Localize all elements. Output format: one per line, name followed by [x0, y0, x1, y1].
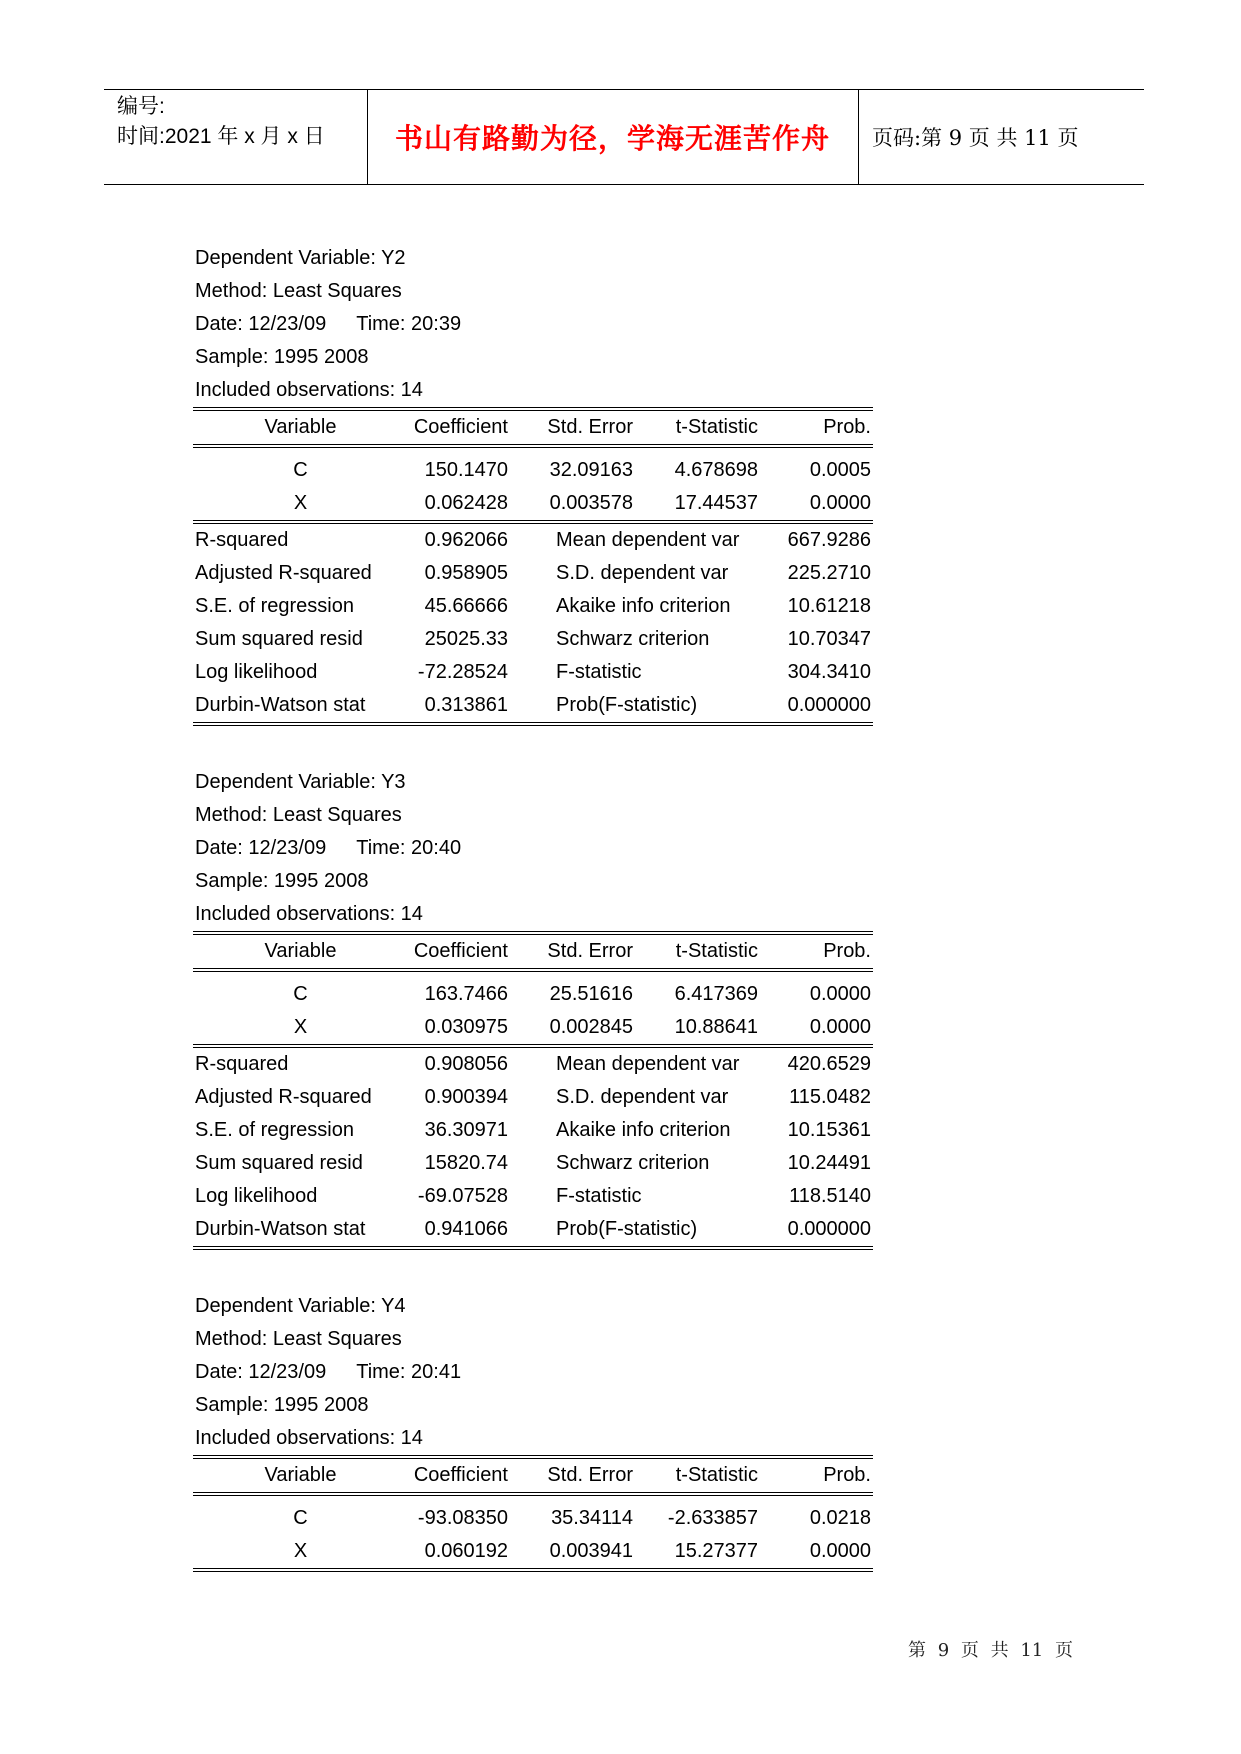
- date: Date: 12/23/09: [195, 837, 327, 859]
- table-row: [193, 1535, 873, 1568]
- table-rule: [193, 722, 873, 726]
- table-row: [193, 487, 873, 520]
- cell: 0.060192: [424, 1540, 508, 1562]
- column-header: Prob.: [823, 416, 871, 438]
- cell: 0.002845: [549, 1016, 633, 1038]
- stat-value: 0.941066: [424, 1218, 508, 1240]
- regression-output-y2: [193, 242, 873, 726]
- cell: 0.003941: [549, 1540, 633, 1562]
- stat-value: 0.908056: [424, 1053, 508, 1075]
- document-number-label: 编号:: [117, 95, 165, 118]
- column-header: Std. Error: [547, 1464, 633, 1486]
- cell: 163.7466: [424, 983, 508, 1005]
- stat-value: 45.66666: [424, 595, 508, 617]
- column-header: t-Statistic: [675, 1464, 758, 1486]
- cell: X: [293, 1016, 308, 1038]
- column-header: Coefficient: [413, 1464, 508, 1486]
- table-row: [193, 454, 873, 487]
- stats-row: [193, 1081, 873, 1114]
- stat-label: S.D. dependent var: [556, 1086, 729, 1108]
- table-row: [193, 978, 873, 1011]
- cell: 17.44537: [674, 492, 758, 514]
- stat-label: Log likelihood: [195, 1185, 318, 1207]
- cell: 0.0000: [809, 983, 871, 1005]
- stat-value: 0.958905: [424, 562, 508, 584]
- stat-value: 10.15361: [787, 1119, 871, 1141]
- stat-value: 225.2710: [787, 562, 871, 584]
- column-header: Prob.: [823, 1464, 871, 1486]
- stats-row: [193, 623, 873, 656]
- table-row: [193, 1502, 873, 1535]
- regression-output-y3: [193, 766, 873, 1250]
- date-time: [195, 832, 873, 865]
- stat-label: Sum squared resid: [195, 1152, 363, 1174]
- stat-value: 10.70347: [787, 628, 871, 650]
- regression-meta: [193, 1290, 873, 1455]
- stat-value: 10.61218: [787, 595, 871, 617]
- stat-value: 0.313861: [424, 694, 508, 716]
- regression-meta: [193, 766, 873, 931]
- cell: 0.0005: [809, 459, 871, 481]
- dependent-variable: Dependent Variable: Y2: [195, 247, 406, 269]
- stat-value: 36.30971: [424, 1119, 508, 1141]
- header-divider: [858, 90, 859, 184]
- cell: 0.003578: [549, 492, 633, 514]
- dependent-variable: Dependent Variable: Y3: [195, 771, 406, 793]
- stat-label: Adjusted R-squared: [195, 562, 372, 584]
- stat-label: S.E. of regression: [195, 1119, 354, 1141]
- stat-label: Mean dependent var: [556, 1053, 740, 1075]
- column-header: t-Statistic: [675, 940, 758, 962]
- stats-row: [193, 557, 873, 590]
- column-header: Variable: [264, 940, 337, 962]
- included-observations: Included observations: 14: [195, 379, 423, 401]
- stat-label: Prob(F-statistic): [556, 694, 698, 716]
- table-header-row: [193, 411, 873, 444]
- column-header: Coefficient: [413, 416, 508, 438]
- stat-label: Durbin-Watson stat: [195, 1218, 366, 1240]
- stat-label: Sum squared resid: [195, 628, 363, 650]
- method: Method: Least Squares: [195, 804, 402, 826]
- sample: Sample: 1995 2008: [195, 346, 369, 368]
- stat-value: 25025.33: [424, 628, 508, 650]
- stat-label: Adjusted R-squared: [195, 1086, 372, 1108]
- stat-value: 115.0482: [789, 1086, 871, 1108]
- column-header: Variable: [264, 416, 337, 438]
- cell: 35.34114: [551, 1507, 633, 1529]
- header-left: [117, 92, 325, 152]
- stat-label: Akaike info criterion: [556, 595, 731, 617]
- cell: 10.88641: [674, 1016, 758, 1038]
- cell: 6.417369: [674, 983, 758, 1005]
- stat-value: 10.24491: [787, 1152, 871, 1174]
- page-footer: 第 9 页 共 11 页: [908, 1640, 1073, 1661]
- stats-row: [193, 1114, 873, 1147]
- stat-value: 304.3410: [787, 661, 871, 683]
- stat-label: Prob(F-statistic): [556, 1218, 698, 1240]
- table-header-row: [193, 935, 873, 968]
- cell: X: [293, 1540, 308, 1562]
- cell: X: [293, 492, 308, 514]
- method: Method: Least Squares: [195, 280, 402, 302]
- date-time: [195, 308, 873, 341]
- dependent-variable: Dependent Variable: Y4: [195, 1295, 406, 1317]
- time: Time: 20:39: [356, 313, 462, 335]
- stat-label: Mean dependent var: [556, 529, 740, 551]
- cell: 15.27377: [674, 1540, 758, 1562]
- document-time-label: 时间:2021 年 x 月 x 日: [117, 125, 325, 148]
- column-header: Prob.: [823, 940, 871, 962]
- stats-row: [193, 1180, 873, 1213]
- cell: 32.09163: [549, 459, 633, 481]
- stats-row: [193, 1048, 873, 1081]
- table-rule: [193, 1246, 873, 1250]
- regression-meta: [193, 242, 873, 407]
- stat-value: -69.07528: [417, 1185, 508, 1207]
- stat-label: Schwarz criterion: [556, 1152, 710, 1174]
- cell: C: [293, 459, 308, 481]
- stat-value: 0.000000: [787, 1218, 871, 1240]
- stats-row: [193, 590, 873, 623]
- cell: 0.0000: [809, 492, 871, 514]
- stat-label: Log likelihood: [195, 661, 318, 683]
- column-header: Std. Error: [547, 416, 633, 438]
- stats-row: [193, 524, 873, 557]
- stat-label: S.E. of regression: [195, 595, 354, 617]
- coefficient-table: [193, 407, 873, 726]
- stat-value: 118.5140: [789, 1185, 871, 1207]
- table-rule: [193, 1568, 873, 1572]
- stat-label: F-statistic: [556, 1185, 642, 1207]
- table-row: [193, 1011, 873, 1044]
- stats-row: [193, 689, 873, 722]
- stats-row: [193, 656, 873, 689]
- regression-output-y4: [193, 1290, 873, 1572]
- cell: 0.030975: [424, 1016, 508, 1038]
- stat-value: 667.9286: [787, 529, 871, 551]
- stat-value: 15820.74: [424, 1152, 508, 1174]
- cell: 0.062428: [424, 492, 508, 514]
- method: Method: Least Squares: [195, 1328, 402, 1350]
- cell: -2.633857: [667, 1507, 758, 1529]
- cell: 150.1470: [424, 459, 508, 481]
- included-observations: Included observations: 14: [195, 903, 423, 925]
- time: Time: 20:40: [356, 837, 462, 859]
- date: Date: 12/23/09: [195, 313, 327, 335]
- stat-label: R-squared: [195, 529, 289, 551]
- stat-label: S.D. dependent var: [556, 562, 729, 584]
- sample: Sample: 1995 2008: [195, 1394, 369, 1416]
- column-header: Variable: [264, 1464, 337, 1486]
- time: Time: 20:41: [356, 1361, 462, 1383]
- column-header: Coefficient: [413, 940, 508, 962]
- date: Date: 12/23/09: [195, 1361, 327, 1383]
- stat-label: F-statistic: [556, 661, 642, 683]
- stat-label: Akaike info criterion: [556, 1119, 731, 1141]
- table-header-row: [193, 1459, 873, 1492]
- coefficient-table: [193, 931, 873, 1250]
- cell: 4.678698: [674, 459, 758, 481]
- stat-label: Schwarz criterion: [556, 628, 710, 650]
- header-motto: 书山有路勤为径，学海无涯苦作舟: [394, 122, 830, 155]
- cell: C: [293, 983, 308, 1005]
- sample: Sample: 1995 2008: [195, 870, 369, 892]
- cell: C: [293, 1507, 308, 1529]
- column-header: t-Statistic: [675, 416, 758, 438]
- cell: 25.51616: [549, 983, 633, 1005]
- page-header: [104, 89, 1144, 185]
- cell: 0.0218: [809, 1507, 871, 1529]
- stat-value: 0.000000: [787, 694, 871, 716]
- column-header: Std. Error: [547, 940, 633, 962]
- stat-value: -72.28524: [417, 661, 508, 683]
- stat-value: 420.6529: [787, 1053, 871, 1075]
- stat-value: 0.962066: [424, 529, 508, 551]
- included-observations: Included observations: 14: [195, 1427, 423, 1449]
- stat-label: R-squared: [195, 1053, 289, 1075]
- stats-row: [193, 1213, 873, 1246]
- header-page-label: 页码:第 9 页 共 11 页: [872, 126, 1079, 150]
- date-time: [195, 1356, 873, 1389]
- stat-value: 0.900394: [424, 1086, 508, 1108]
- cell: -93.08350: [417, 1507, 508, 1529]
- stat-label: Durbin-Watson stat: [195, 694, 366, 716]
- cell: 0.0000: [809, 1016, 871, 1038]
- cell: 0.0000: [809, 1540, 871, 1562]
- coefficient-table: [193, 1455, 873, 1572]
- stats-row: [193, 1147, 873, 1180]
